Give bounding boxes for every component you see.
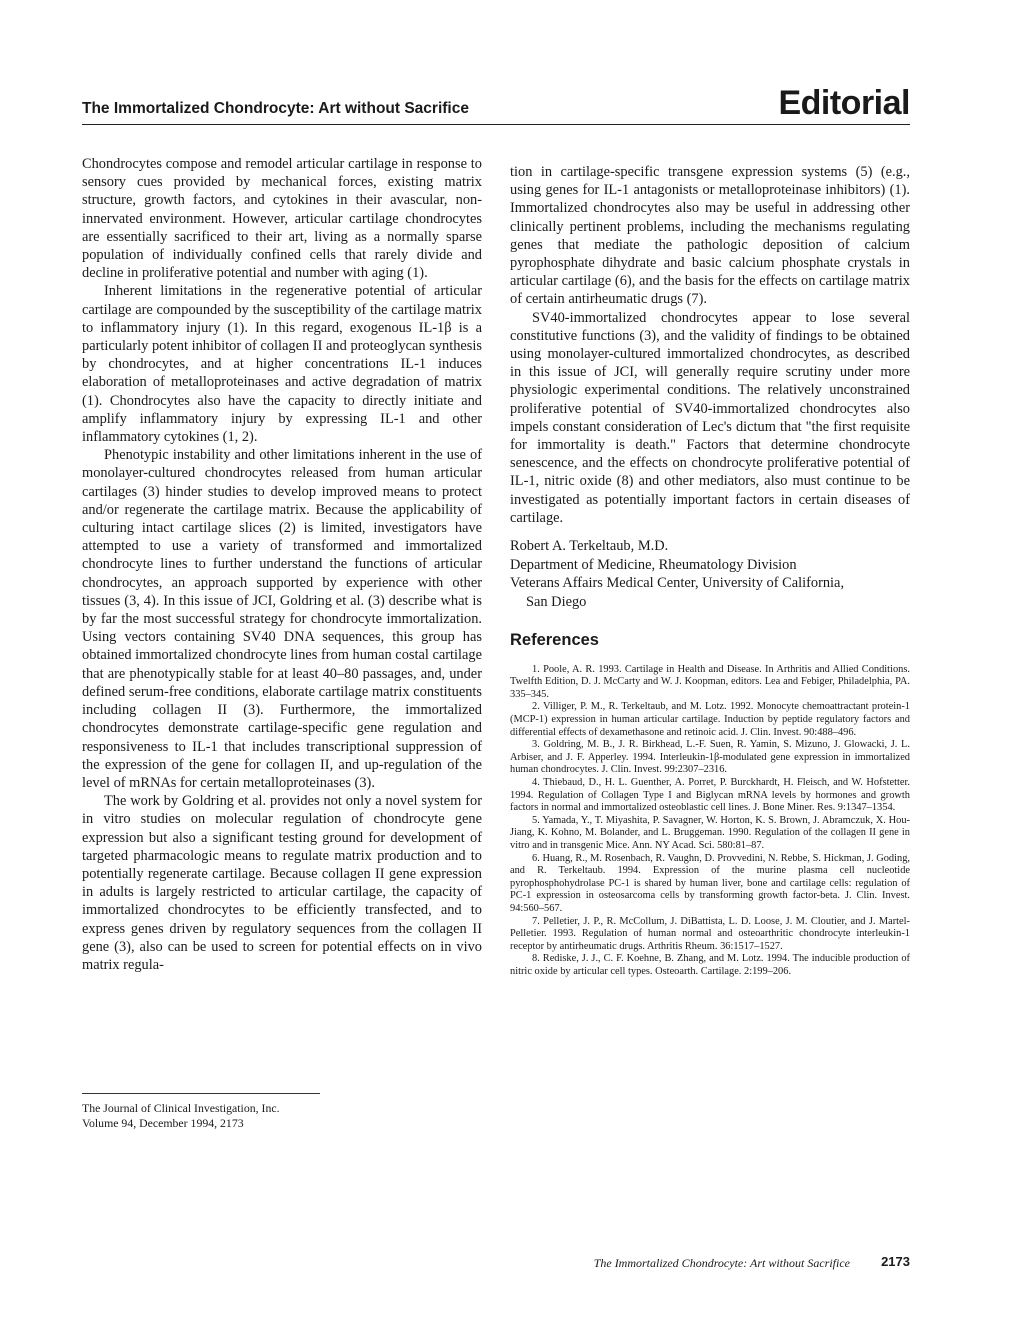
reference-item: 8. Rediske, J. J., C. F. Koehne, B. Zhang, and M. Lotz. 1994. The inducible production of nitric oxide by articular cell types. Osteoarth. Cartilage. 2:199–206. [510, 953, 910, 977]
body-paragraph: Phenotypic instability and other limitations inherent in the use of monolayer-cultured chondrocytes released from human articular cartilages (3) hinder studies to develop improved means to protect and/or regenerate the cartilage matrix. Because the applicability of culturing intact cartilage slices (2) is limited, investigators have attempted to use a variety of transformed and immortalized chondrocyte lines to further understand the functions of articular chondrocytes, an approach supported by experience with other tissues (3, 4). In this issue of JCI, Goldring et al. (3) describe what is by far the most successful strategy for chondrocyte immortalization. Using vectors containing SV40 DNA sequences, this group has obtained immortalized chondrocyte lines from human costal cartilage that are phenotypically stable for at least 40–80 passages, and, under defined serum-free conditions, elaborate cartilage matrix constituents including collagen II (3). Furthermore, the immortalized chondrocytes demonstrate cartilage-specific gene regulation and responsiveness to IL-1 that includes transcriptional suppression of the expression of the gene for collagen II, and up-regulation of the level of mRNAs for certain metalloproteinases (3). [82, 447, 483, 791]
running-header-title: The Immortalized Chondrocyte: Art without Sacrifice [82, 100, 469, 117]
left-column [82, 155, 482, 974]
reference-item: 3. Goldring, M. B., J. R. Birkhead, L.-F. Suen, R. Yamin, S. Mizuno, J. Glowacki, J. L. Arbiser, and J. F. Apperley. 1994. Interleukin-1β-modulated gene expression in immortalized human chondrocytes. J. Clin. Invest. 99:2307–2316. [510, 739, 910, 776]
body-paragraph: SV40-immortalized chondrocytes appear to lose several constitutive functions (3), and the validity of findings to be obtained using monolayer-cultured immortalized chondrocytes, as described in this issue of JCI, will generally require scrutiny under more physiologic experimental conditions. The relatively unconstrained proliferative potential of SV40-immortalized chondrocytes also impels constant consideration of Lec's dictum that "the first requisite for immortality is death." Factors that determine chondrocyte senescence, and the effects on chondrocyte proliferative potential of IL-1, nitric oxide (8) and other mediators, also must continue to be investigated as potentially important factors in certain diseases of cartilage. [510, 309, 910, 526]
journal-name: The Journal of Clinical Investigation, Inc. [82, 1101, 280, 1115]
body-paragraph: Inherent limitations in the regenerative potential of articular cartilage are compounded by the susceptibility of the cartilage matrix to inflammatory injury (1). In this regard, exogenous IL-1β is a particularly potent inhibitor of collagen II and proteoglycan synthesis by chondrocytes, and at higher concentrations IL-1 induces elaboration of metalloproteinases and active degradation of matrix (1). Chondrocytes also have the capacity to directly initiate and amplify inflammatory injury by expressing IL-1 and other inflammatory cytokines (1, 2). [82, 283, 482, 446]
reference-item: 7. Pelletier, J. P., R. McCollum, J. DiBattista, L. D. Loose, J. M. Cloutier, and J. Martel-Pelletier. 1993. Regulation of human normal and osteoarthritic chondrocyte interleukin-1 receptor by antirheumatic drugs. Arthritis Rheum. 36:1517–1527. [510, 915, 910, 952]
author-department: Department of Medicine, Rheumatology Division [510, 556, 797, 573]
footnote-rule [82, 1093, 320, 1094]
journal-volume: Volume 94, December 1994, 2173 [82, 1116, 244, 1130]
journal-footnote [82, 1101, 280, 1131]
reference-item: 1. Poole, A. R. 1993. Cartilage in Health and Disease. In Arthritis and Allied Conditions. Twelfth Edition, D. J. McCarty and W. J. Koopman, editors. Lea and Febiger, Philadelphia, PA. 335–345. [510, 663, 910, 700]
section-label: Editorial [778, 84, 910, 122]
reference-item: 2. Villiger, P. M., R. Terkeltaub, and M. Lotz. 1992. Monocyte chemoattractant protein-1 (MCP-1) expression in human articular cartilage. Induction by peptide regulatory factors and differential effects of dexamethasone and retinoic acid. J. Clin. Invest. 90:488–496. [510, 701, 910, 738]
body-paragraph: The work by Goldring et al. provides not only a novel system for in vitro studies on molecular regulation of chondrocyte gene expression but also a significant testing ground for development of targeted pharmacologic means to regulate matrix production and to potentially regenerate cartilage. Because collagen II gene expression in adults is largely restricted to articular cartilage, the capacity of immortalized chondrocytes to be efficiently transfected, and to express genes driven by regulatory sequences from the collagen II gene (3), also can be used to screen for potential effects on in vivo matrix regula- [82, 793, 482, 973]
references-list [510, 664, 910, 979]
page-number: 2173 [881, 1254, 910, 1269]
references-heading: References [510, 631, 599, 650]
author-signature [510, 537, 910, 611]
author-affiliation: Veterans Affairs Medical Center, University of California, [510, 575, 845, 592]
body-paragraph: Chondrocytes compose and remodel articular cartilage in response to sensory cues provided by mechanical forces, existing matrix structure, growth factors, and cytokines in their avascular, non-innervated environment. However, articular cartilage chondrocytes are essentially sacrificed to their art, living as a normally sparse population of individually confined cells that rarely divide and decline in proliferative potential and number with aging (1). [82, 156, 482, 282]
running-footer-title: The Immortalized Chondrocyte: Art without Sacrifice [593, 1256, 850, 1270]
reference-item: 6. Huang, R., M. Rosenbach, R. Vaughn, D. Provvedini, N. Rebbe, S. Hickman, J. Goding, and R. Terkeltaub. 1994. Expression of the murine plasma cell nucleotide pyrophosphohydrolase PC-1 is shared by human liver, bone and cartilage cells: regulation of PC-1 expression in osteosarcoma cells by transforming growth factor-beta. J. Clin. Invest. 94:560–567. [510, 852, 910, 914]
header-rule [82, 124, 910, 125]
right-column [510, 163, 910, 978]
author-affiliation-city: San Diego [526, 593, 587, 610]
reference-item: 5. Yamada, Y., T. Miyashita, P. Savagner, W. Horton, K. S. Brown, J. Abramczuk, X. Hou-Jiang, K. Kohno, M. Bolander, and L. Bruggeman. 1990. Regulation of the collagen II gene in vitro and in transgenic Mice. Ann. NY Acad. Sci. 580:81–87. [510, 814, 910, 851]
author-name: Robert A. Terkeltaub, M.D. [510, 538, 669, 555]
reference-item: 4. Thiebaud, D., H. L. Guenther, A. Porret, P. Burckhardt, H. Fleisch, and W. Hofstetter. 1994. Regulation of Collagen Type I and Biglycan mRNA levels by hormones and growth factors in normal and immortalized osteoblastic cell lines. J. Bone Miner. Res. 9:1347–1354. [510, 776, 910, 814]
body-paragraph: tion in cartilage-specific transgene expression systems (5) (e.g., using genes for IL-1 antagonists or metalloproteinase inhibitors) (1). Immortalized chondrocytes also may be useful in addressing other clinically pertinent problems, including the mechanisms regulating genes that mediate the pathologic deposition of calcium pyrophosphate dihydrate and basic calcium phosphate crystals in articular cartilage (6), and the basis for the effects on cartilage matrix of certain antirheumatic drugs (7). [510, 164, 910, 308]
